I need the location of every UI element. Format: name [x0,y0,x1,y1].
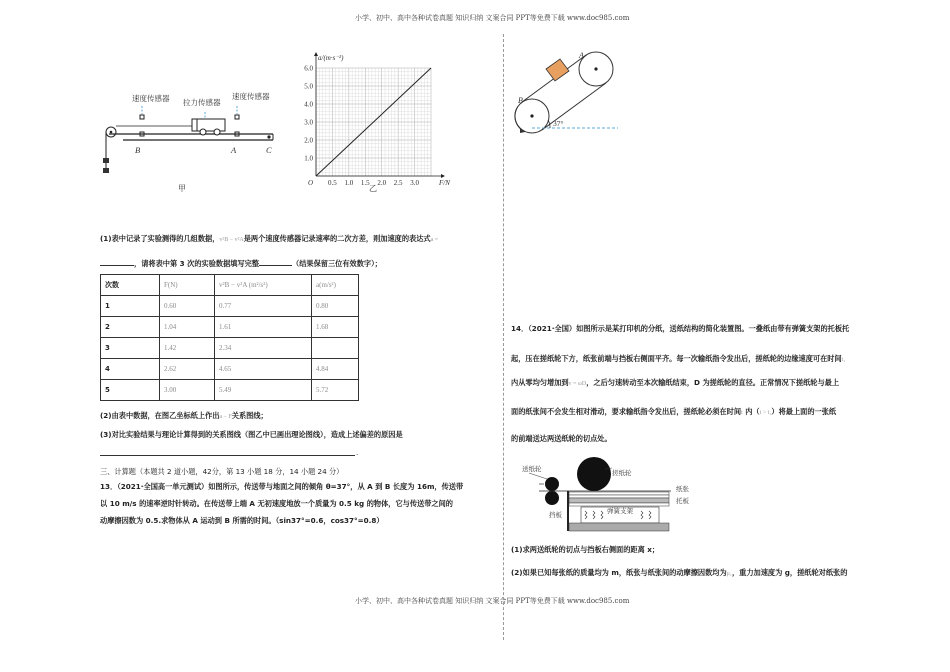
label-b: B [135,145,141,155]
table-cell: 4 [101,359,160,380]
table-cell: 5 [101,380,160,401]
figure-conveyor [508,48,628,138]
q14-part2 [511,567,847,580]
x-tick-label: 3.0 [410,179,419,187]
table-cell: 4.65 [215,359,312,380]
table-header: a(m/s²) [312,275,359,296]
rotation-arrow [520,128,525,133]
y-tick-label: 3.0 [304,118,313,127]
q14-part1: (1)求两送纸轮的切点与挡板右侧面的距离 x； [511,545,660,554]
q12-part1-line2 [100,258,382,269]
y-tick-label: 1.0 [304,154,313,163]
section-title: 三、计算题（本题共 2 道小题，42分，第 13 小题 18 分，14 小题 24 分） [100,467,344,476]
table-header: v²B − v²A (m²/s²) [215,275,312,296]
table-row [101,338,359,359]
x-axis-arrow [441,174,445,178]
table-header-row [101,275,359,296]
label-speed-sensor-2: 速度传感器 [232,92,270,101]
q14-line4-text-a: 面的纸张间不会发生相对滑动，要求输纸指令发出后，搓纸轮必须在时间 [511,407,742,416]
table-cell: 0.80 [312,296,359,317]
q14-part2-text-b: ，重力加速度为 g，搓纸轮对纸张的 [731,568,848,577]
table-cell: 2.34 [215,338,312,359]
origin-label: O [307,179,313,187]
feed-roller-bottom [545,491,559,505]
belt-angle: 37° [553,119,564,128]
q12-part3: (3)对比实验结果与理论计算得到的关系图线（图乙中已画出理论图线），造成上述偏差的原因是 [100,430,403,439]
x-tick-label: 1.5 [360,179,370,187]
data-table [100,274,359,401]
q12-part1-text-b: 是两个速度传感器记录速率的二次方差，则加速度的表达式 [243,234,431,243]
formula-a-f: a − F [219,414,232,420]
label-c: C [266,145,272,155]
table-cell: 3 [101,338,160,359]
formula-vb2-va2: v²B − v²A [219,237,244,243]
q12-part1-line2-text-b: （结果保留三位有效数字）； [292,259,382,268]
belt-bottom [542,83,606,130]
table-cell: 4.84 [312,359,359,380]
table-cell: 0.77 [215,296,312,317]
caption-jia: 甲 [178,184,186,193]
q14-line2-text: 起，压在搓纸轮下方，纸张前端与挡板右侧面平齐。每一次输纸指令发出后，搓纸轮的边缘速度可在时间 [511,354,842,363]
q12-part1-line1 [100,233,438,246]
table-cell: 1.04 [160,317,215,338]
table-header: 次数 [101,275,160,296]
q14-line4-text-b: 将最上面的一张纸 [778,407,837,416]
y-tick-label: 2.0 [304,136,313,145]
label-feed-rollers: 送纸轮 [522,466,542,473]
y-tick-label: 5.0 [304,82,313,91]
table-cell: 2.62 [160,359,215,380]
label-tray: 托板 [676,498,689,505]
belt-label-a: A [579,51,584,60]
q13-line1: 13．（2021·全国高一单元测试）如图所示，传送带与地面之间的倾角 θ=37°，从 A 到 B 长度为 16m，传送带 [100,482,464,491]
x-tick-label: 0.5 [328,179,337,187]
table-cell-blank[interactable] [312,338,359,359]
label-force-sensor: 拉力传感器 [183,98,221,107]
belt-label-b: B [518,96,523,105]
blank-reason[interactable] [100,455,355,456]
table-row [101,380,359,401]
q14-line3-text-a: 内从零均匀增加到 [511,378,569,387]
table-row [101,359,359,380]
formula-a-eq: a = [430,237,439,243]
table-cell: 1.68 [312,317,359,338]
page-footer: 小学、初中、高中各种试卷真题 知识归纳 文案合同 PPT等免费下载 www.doc985.com [355,597,630,605]
table-cell: 1.42 [160,338,215,359]
feed-roller-top [545,477,559,491]
q12-part2-text-a: (2)由表中数据，在图乙坐标纸上作出 [100,411,220,420]
q14-line5: 的前端送达两送纸轮的切点处。 [511,434,612,443]
tray [569,498,669,503]
label-spring-holder: 弹簧支架 [607,508,633,515]
q14-line4-in: 内（ [745,407,760,416]
q12-part2-text-b: 关系图线； [231,411,268,420]
q13-line3: 动摩擦因数为 0.5.求物体从 A 运动到 B 所需的时间。（sin37°=0.6，cos37°=0.8） [100,516,384,525]
q14-line1: 14．（2021·全国）如图所示是某打印机的分纸，送纸结构的简化装置图。一叠纸由带有弹簧支架的托板托 [511,324,850,333]
table-cell: 3.00 [160,380,215,401]
blank-expression[interactable] [100,265,134,266]
label-baffle: 挡板 [549,512,562,519]
formula-t1: t₁ [841,357,846,363]
caption-yi: 乙 [369,184,377,193]
table-cell: 5.49 [215,380,312,401]
x-axis-label: F/N [439,179,450,187]
blank-third-value[interactable] [259,265,292,266]
q12-part2 [100,410,268,423]
reason-period: . [356,448,359,457]
table-row [101,296,359,317]
label-speed-sensor-1: 速度传感器 [132,94,170,103]
table-cell: 1.61 [215,317,312,338]
hanging-weight [103,158,109,163]
y-axis-label: a/(m·s⁻²) [318,54,344,62]
q14-line3 [511,377,839,390]
q14-line4-close: ） [771,407,779,416]
table-row [101,317,359,338]
y-tick-label: 4.0 [304,100,313,109]
formula-t-gt-t1: t > t₁ [759,410,772,416]
page-header: 小学、初中、高中各种试卷真题 知识归纳 文案合同 PPT等免费下载 www.doc985.com [355,14,630,22]
block [546,59,569,81]
chart-yi [292,50,452,200]
label-a: A [231,145,237,155]
x-tick-label: 2.5 [393,179,403,187]
y-tick-label: 6.0 [304,64,313,73]
table-cell: 1 [101,296,160,317]
q13-line2: 以 10 m/s 的速率逆时针转动。在传送带上端 A 无初速度地放一个质量为 0.5 kg 的物体，它与传送带之间的 [100,499,453,508]
q12-part1-text-a: (1)表中记录了实验测得的几组数据， [100,234,220,243]
pickup-roller [577,457,611,491]
q14-line4 [511,406,836,419]
q12-part1-line2-text: ，请将表中第 3 次的实验数据填写完整 [134,259,260,268]
q14-line2 [511,353,845,366]
table-cell: 5.72 [312,380,359,401]
table-header: F(N) [160,275,215,296]
table-cell: 2 [101,317,160,338]
baffle [567,491,569,531]
x-tick-label: 1.0 [344,179,354,187]
label-pickup-roller: 搓纸轮 [612,470,632,477]
formula-mu1: μ₁ [726,571,732,577]
formula-t: t [741,410,743,416]
x-tick-label: 2.0 [377,179,387,187]
q14-line3-text-b: ，之后匀速转动至本次输纸结束，D 为搓纸轮的直径。正常情况下搓纸轮与最上 [586,378,840,387]
formula-v: v = ωD [568,381,587,387]
label-paper: 纸张 [676,486,689,493]
q14-part2-text-a: (2)如果已知每张纸的质量均为 m，纸张与纸张间的动摩擦因数均为 [511,568,727,577]
table-cell: 0.60 [160,296,215,317]
column-divider [503,34,504,640]
